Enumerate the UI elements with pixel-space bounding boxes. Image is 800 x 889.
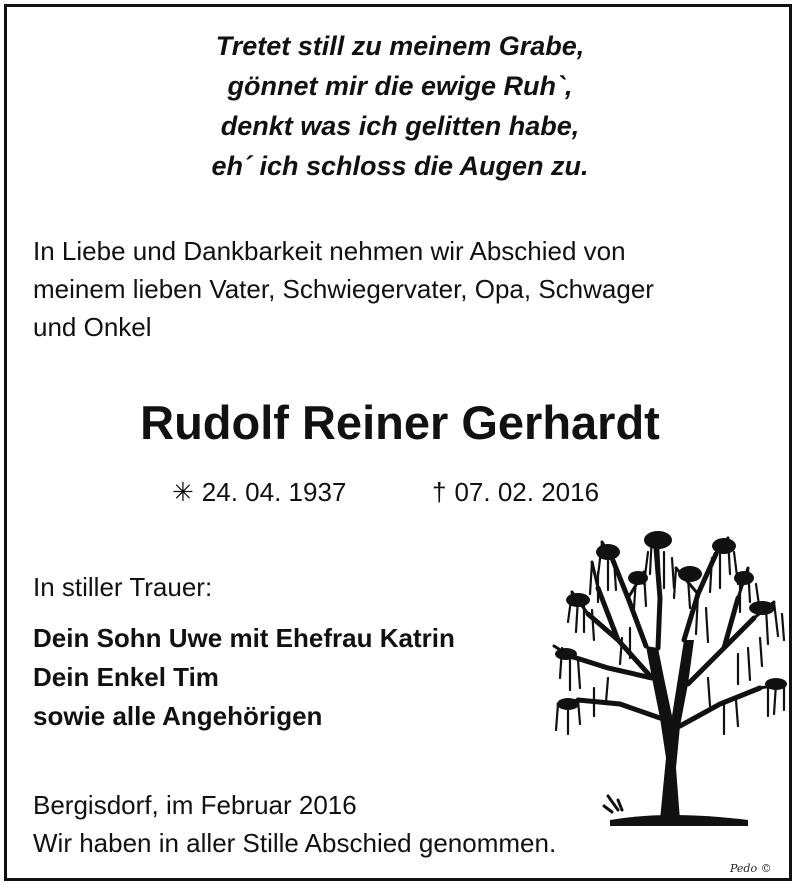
death-date-line (432, 475, 599, 509)
farewell-line: In Liebe und Dankbarkeit nehmen wir Abschied von (33, 236, 626, 266)
farewell-line: und Onkel (33, 312, 152, 342)
deceased-name: Rudolf Reiner Gerhardt (140, 396, 660, 449)
mourner-line: Dein Sohn Uwe mit Ehefrau Katrin (33, 623, 455, 653)
birth-date: 24. 04. 1937 (201, 477, 347, 507)
tree-icon (548, 528, 793, 828)
farewell-text (33, 232, 773, 346)
poem-line: eh´ ich schloss die Augen zu. (211, 151, 589, 181)
mourners-list (33, 619, 455, 736)
poem-line: denkt was ich gelitten habe, (220, 111, 580, 141)
mourner-line: Dein Enkel Tim (33, 662, 219, 692)
footer (33, 786, 556, 862)
death-date: 07. 02. 2016 (454, 477, 600, 507)
death-cross-icon: † (432, 477, 447, 507)
birth-date-line (172, 475, 346, 509)
closing-note: Wir haben in aller Stille Abschied genommen. (33, 828, 557, 858)
poem-line: Tretet still zu meinem Grabe, (215, 31, 585, 61)
poem (0, 26, 800, 186)
mourner-line: sowie alle Angehörigen (33, 701, 323, 731)
birth-star-icon: ✳ (172, 477, 194, 507)
mourning-heading: In stiller Trauer: (33, 572, 213, 602)
farewell-line: meinem lieben Vater, Schwiegervater, Opa, Schwager (33, 274, 654, 304)
place-date: Bergisdorf, im Februar 2016 (33, 790, 357, 820)
artist-credit: Pedo © (730, 862, 772, 875)
poem-line: gönnet mir die ewige Ruh`, (227, 71, 573, 101)
